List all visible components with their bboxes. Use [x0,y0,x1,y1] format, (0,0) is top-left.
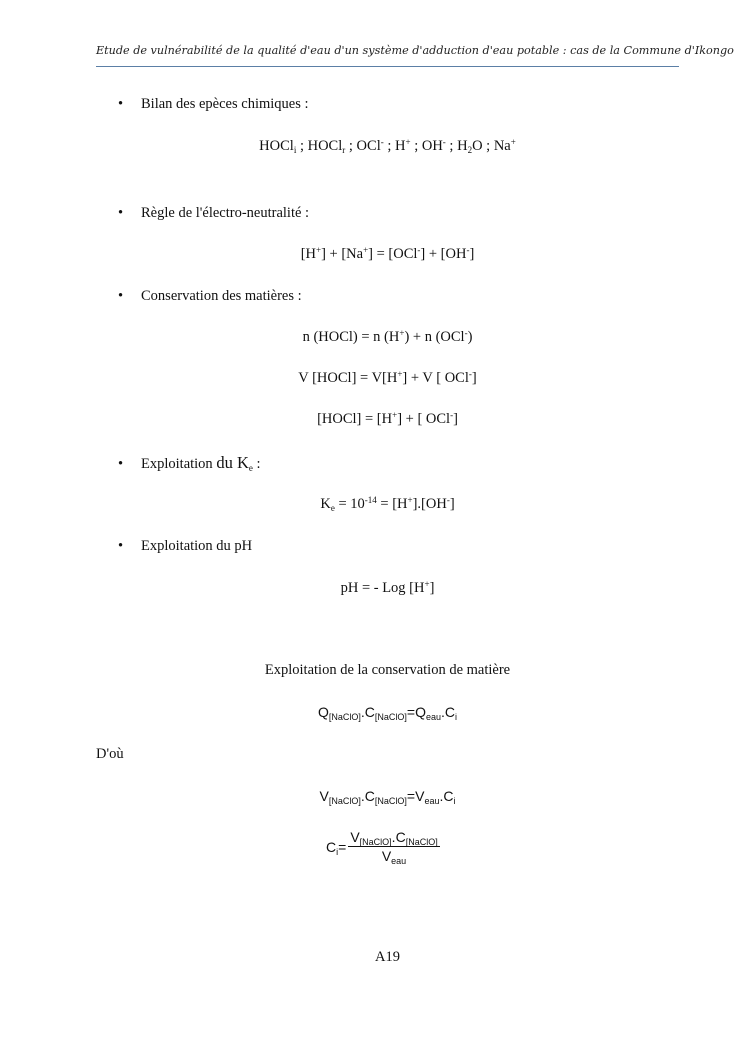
fraction [348,829,439,864]
conservation-volume-equation: V [HOCl] = V[H+] + V [ OCl-] [298,369,477,386]
bullet-electroneutrality [118,205,309,222]
ci-fraction-equation [326,829,440,864]
bullet-icon: • [118,538,124,554]
header-divider [96,66,679,67]
fraction-lhs: $C_i=$ [326,838,347,857]
bullet-text: Conservation des matières : [141,288,302,304]
section-title: Exploitation de la conservation de matière [264,662,511,678]
volume-equation: $V_{[NaClO]}.C_{[NaClO]}=V_{eau}.C_i$ [319,788,456,806]
bullet-text: Exploitation [141,456,217,472]
bullet-icon: • [118,456,124,472]
bullet-mass-conservation [118,288,302,305]
bullet-ke-exploitation: • Exploitation du $K_e$ : [118,453,261,473]
bullet-text: Bilan des epèces chimiques : [141,96,309,112]
flow-rate-equation: $Q_{[NaClO]}.C_{[NaClO]}=Q_{eau}.C_i$ [317,704,458,722]
conservation-moles-equation: n (HOCl) = n (H+) + n (OCl-) [302,328,473,345]
bullet-text-ke: du K [216,453,249,472]
running-header: Etude de vulnérabilité de la qualité d'eau d'un système d'adduction d'eau potable : cas de la Commune d'Ikongo [96,44,734,57]
hence-label: D'où [96,746,124,762]
bullet-ph-exploitation [118,538,252,555]
page-number: A19 [375,949,400,965]
species-list: HOCl$_i$ ; HOCl$_r$ ; OCl- ; H+ ; OH- ; $H_2O$ ; Na+ [259,137,516,155]
bullet-species-balance [118,96,309,113]
bullet-text: Exploitation du pH [141,538,253,554]
bullet-icon: • [118,288,124,304]
ke-equation: $K_e = 10^{-14} = [H^+].[OH^-]$ [320,495,455,513]
fraction-denominator: $V_{eau}$ [381,848,407,866]
fraction-numerator: $V_{[NaClO]}.C_{[NaClO]}$ [350,829,438,847]
electroneutrality-equation: [H+] + [Na+] = [OCl-] + [OH-] [300,245,475,262]
conservation-concentration-equation: [HOCl] = [H+] + [ OCl-] [317,410,458,427]
bullet-icon: • [118,96,124,112]
bullet-icon: • [118,205,124,221]
bullet-text: Règle de l'électro-neutralité : [141,205,310,221]
ph-equation: pH = - Log [H+] [340,579,435,596]
